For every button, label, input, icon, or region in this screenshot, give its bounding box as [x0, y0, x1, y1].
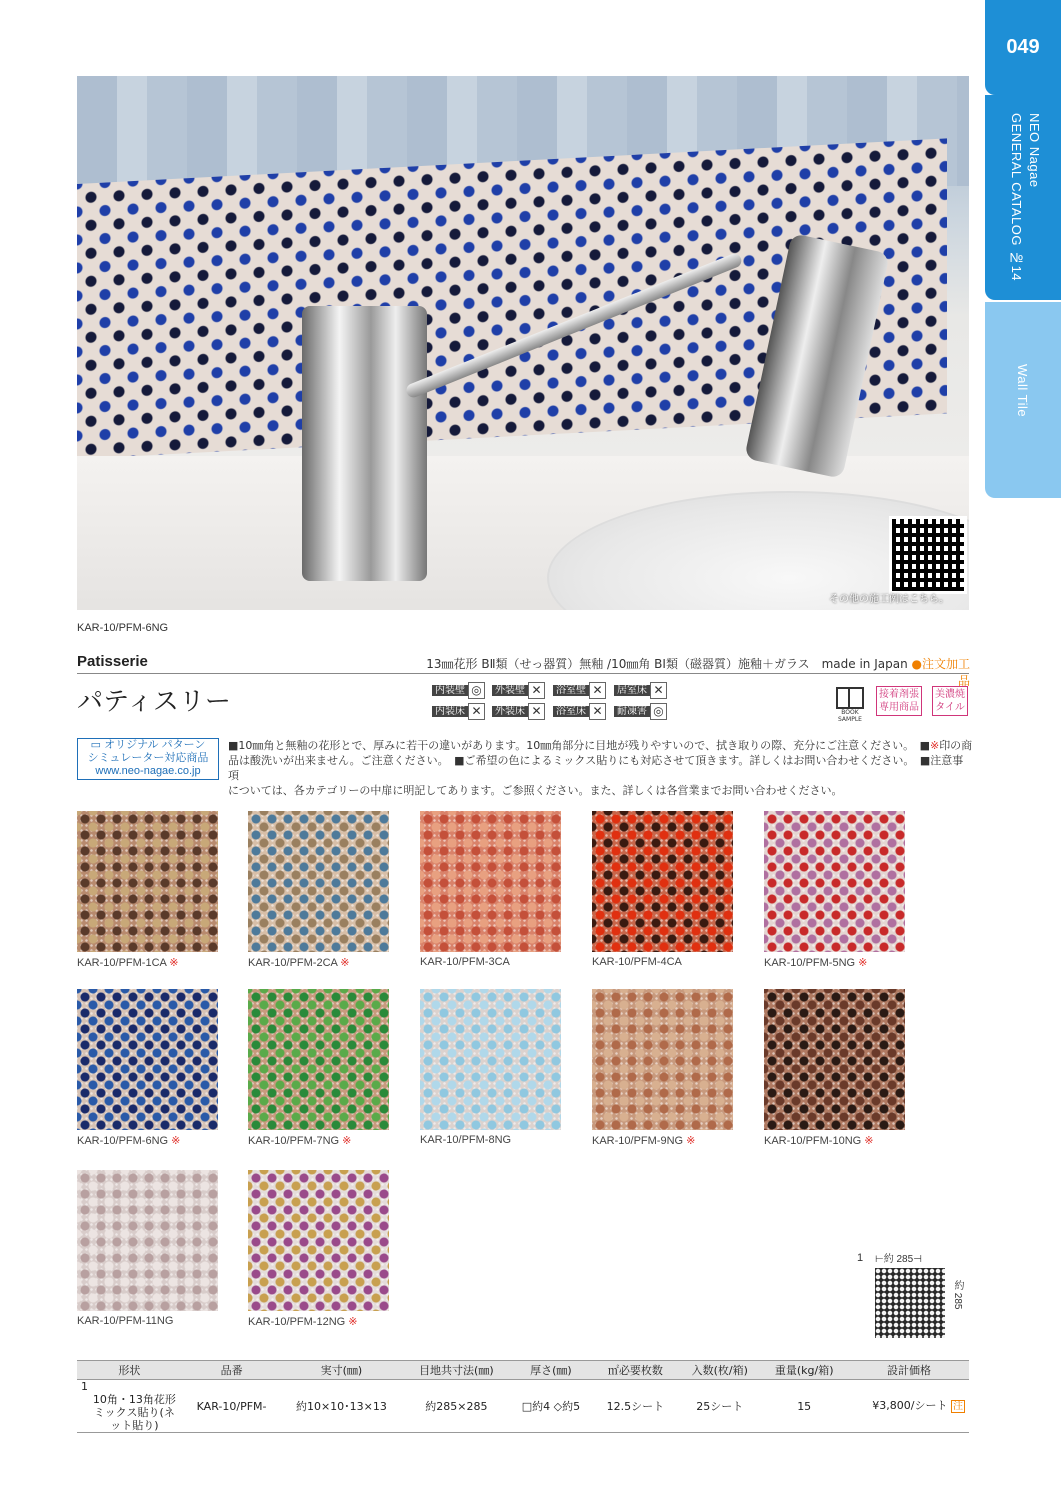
- cell-per-box: 25シート: [680, 1380, 759, 1433]
- usage-label: 内装壁: [432, 685, 468, 696]
- product-table: [77, 1360, 969, 1433]
- notes-line3: については、各カテゴリーの中扉に明記してあります。ご参照ください。また、詳しくは各営業までお問い合わせください。: [228, 784, 843, 797]
- tile-code-text: KAR-10/PFM-11NG: [77, 1315, 174, 1327]
- usage-label: 耐凍害: [614, 706, 650, 717]
- series-spec-text: 13㎜花形 BⅡ類（せっ器質）無釉 /10㎜角 BⅠ類（磁器質）施釉＋ガラス made in Japan: [426, 657, 908, 671]
- usage-mark: ◎: [468, 682, 485, 699]
- mino-badge-line2: タイル: [935, 702, 965, 713]
- col-price: 設計価格: [849, 1361, 969, 1380]
- simulator-url[interactable]: www.neo-nagae.co.jp: [95, 765, 201, 777]
- simulator-line2: シミュレーター対応商品: [87, 752, 209, 764]
- dimension-index: 1: [857, 1252, 864, 1264]
- cell-price: ¥3,800/シート 注: [849, 1380, 969, 1433]
- dimension-width: ⊢約 285⊣: [875, 1254, 922, 1265]
- usage-item: [614, 703, 667, 720]
- custom-order-dot-icon: ●: [911, 657, 922, 671]
- col-per-sqm: ㎡必要枚数: [591, 1361, 681, 1380]
- hero-image-label: KAR-10/PFM-6NG: [77, 622, 169, 634]
- tile-code-text: KAR-10/PFM-2CA: [248, 957, 338, 969]
- table-row: [77, 1380, 969, 1433]
- book-sample: [832, 687, 868, 723]
- qr-code-icon[interactable]: [889, 516, 967, 594]
- hero-faucet: [302, 306, 427, 581]
- tile-code: [764, 1134, 873, 1147]
- tile-code: [77, 956, 179, 969]
- custom-order-label: 注文加工品: [921, 657, 970, 688]
- tile-swatch[interactable]: [592, 989, 733, 1130]
- cell-joint: 約285×285: [401, 1380, 511, 1433]
- tile-swatch[interactable]: [77, 989, 218, 1130]
- catalog-tab-line2: GENERAL CATALOG №14: [1009, 113, 1024, 282]
- tile-code: [248, 1134, 351, 1147]
- tile-code-text: KAR-10/PFM-9NG: [592, 1135, 684, 1147]
- tile-code-text: KAR-10/PFM-12NG: [248, 1316, 346, 1328]
- mino-badge: [932, 686, 968, 716]
- usage-item: [492, 703, 545, 720]
- cell-code: KAR-10/PFM-: [182, 1380, 282, 1433]
- notes-line1: ■10㎜角と無釉の花形とで、厚みに若干の違いがあります。10㎜角部分に目地が残りやすいので、拭き取りの際、充分にご注意ください。 ■※印の商: [228, 739, 973, 752]
- usage-label: 居室床: [614, 685, 650, 696]
- book-sample-label: BOOK SAMPLE: [838, 709, 862, 723]
- tile-swatch[interactable]: [764, 811, 905, 952]
- page-number: 049: [985, 0, 1061, 95]
- book-icon: [836, 687, 864, 709]
- tile-code-text: KAR-10/PFM-3CA: [420, 956, 510, 968]
- tile-code: [764, 956, 867, 969]
- mino-badge-line1: 美濃焼: [935, 689, 965, 700]
- hero-caption: その他の施工例はこちら。: [829, 594, 949, 605]
- usage-mark: ✕: [589, 682, 606, 699]
- monitor-icon: ▭: [90, 739, 105, 751]
- header-divider: [77, 673, 969, 674]
- no-acid-wash-mark: ※: [166, 957, 179, 969]
- tile-code: [248, 1315, 357, 1328]
- tile-swatch[interactable]: [420, 811, 561, 952]
- cell-per-sqm: 12.5シート: [591, 1380, 681, 1433]
- no-acid-wash-mark: ※: [339, 1135, 352, 1147]
- tile-swatch[interactable]: [248, 1170, 389, 1311]
- tile-code-text: KAR-10/PFM-6NG: [77, 1135, 169, 1147]
- tile-sheet-icon: [875, 1268, 945, 1338]
- shape-line1: 10角・13角花形: [92, 1393, 176, 1406]
- cell-size: 約10×10･13×13: [281, 1380, 401, 1433]
- notes-mark: ※: [929, 739, 940, 752]
- notes: [228, 738, 973, 798]
- usage-mark: ◎: [650, 703, 667, 720]
- table-header-row: [77, 1361, 969, 1380]
- usage-mark: ✕: [468, 703, 485, 720]
- no-acid-wash-mark: ※: [683, 1135, 696, 1147]
- usage-item: [614, 682, 667, 699]
- usage-item: [492, 682, 545, 699]
- tile-code: [420, 956, 510, 968]
- tile-code: [420, 1134, 511, 1146]
- usage-item: [553, 703, 606, 720]
- tile-code: [77, 1134, 180, 1147]
- adhesive-badge-line2: 専用商品: [879, 702, 919, 713]
- tile-code-text: KAR-10/PFM-4CA: [592, 956, 682, 968]
- usage-item: [432, 682, 485, 699]
- tile-code-text: KAR-10/PFM-10NG: [764, 1135, 862, 1147]
- tile-code-text: KAR-10/PFM-8NG: [420, 1134, 512, 1146]
- hero-photo: [77, 76, 969, 610]
- col-shape: 形状: [77, 1361, 182, 1380]
- cell-thickness: □約4 ◇約5: [511, 1380, 590, 1433]
- usage-mark: ✕: [528, 703, 545, 720]
- no-acid-wash-mark: ※: [345, 1316, 358, 1328]
- col-weight: 重量(kg/箱): [759, 1361, 849, 1380]
- usage-mark: ✕: [650, 682, 667, 699]
- tile-swatch[interactable]: [764, 989, 905, 1130]
- usage-label: 浴室壁: [553, 685, 589, 696]
- tile-swatch[interactable]: [77, 811, 218, 952]
- col-code: 品番: [182, 1361, 282, 1380]
- tile-swatch[interactable]: [420, 989, 561, 1130]
- tile-code: [592, 956, 682, 968]
- tile-swatch[interactable]: [248, 989, 389, 1130]
- no-acid-wash-mark: ※: [168, 1135, 181, 1147]
- series-name-en: Patisserie: [77, 653, 148, 670]
- dimension-height: 約 285: [952, 1280, 963, 1310]
- no-acid-wash-mark: ※: [337, 957, 350, 969]
- simulator-link[interactable]: [77, 738, 219, 780]
- no-acid-wash-mark: ※: [855, 957, 868, 969]
- adhesive-badge: [876, 686, 922, 716]
- simulator-line1: ▭ オリジナル パターン: [90, 739, 206, 751]
- col-size: 実寸(㎜): [281, 1361, 401, 1380]
- section-tab-wall-tile[interactable]: [985, 302, 1061, 498]
- usage-label: 外装床: [492, 706, 528, 717]
- cell-shape: [77, 1380, 182, 1433]
- tile-code: [248, 956, 350, 969]
- series-name-jp: パティスリー: [77, 687, 231, 717]
- usage-item: [432, 703, 485, 720]
- section-tab-label: Wall Tile: [1015, 364, 1030, 418]
- usage-label: 内装床: [432, 706, 468, 717]
- tile-code: [592, 1134, 695, 1147]
- tile-code-text: KAR-10/PFM-1CA: [77, 957, 167, 969]
- price-note-badge: 注: [953, 1401, 963, 1412]
- col-per-box: 入数(枚/箱): [680, 1361, 759, 1380]
- tile-swatch[interactable]: [77, 1170, 218, 1311]
- usage-label: 浴室床: [553, 706, 589, 717]
- catalog-tab[interactable]: [985, 95, 1061, 300]
- col-joint: 目地共寸法(㎜): [401, 1361, 511, 1380]
- tile-code-text: KAR-10/PFM-5NG: [764, 957, 856, 969]
- row-index: 1: [81, 1380, 88, 1393]
- tile-code: [77, 1315, 173, 1327]
- notes-line2: 品は酸洗いが出来ません。ご注意ください。 ■ご希望の色によるミックス貼りにも対応させて頂きます。詳しくはお問い合わせください。 ■注意事項: [228, 754, 964, 782]
- usage-label: 外装壁: [492, 685, 528, 696]
- tile-swatch[interactable]: [248, 811, 389, 952]
- tile-code-text: KAR-10/PFM-7NG: [248, 1135, 340, 1147]
- adhesive-badge-line1: 接着剤張: [879, 689, 919, 700]
- usage-item: [553, 682, 606, 699]
- col-thickness: 厚さ(㎜): [511, 1361, 590, 1380]
- no-acid-wash-mark: ※: [861, 1135, 874, 1147]
- catalog-tab-line1: NEO Nagae: [1027, 113, 1042, 188]
- tile-swatch[interactable]: [592, 811, 733, 952]
- cell-weight: 15: [759, 1380, 849, 1433]
- usage-mark: ✕: [589, 703, 606, 720]
- usage-mark: ✕: [528, 682, 545, 699]
- shape-line2: ミックス貼り(ネット貼り): [93, 1406, 175, 1432]
